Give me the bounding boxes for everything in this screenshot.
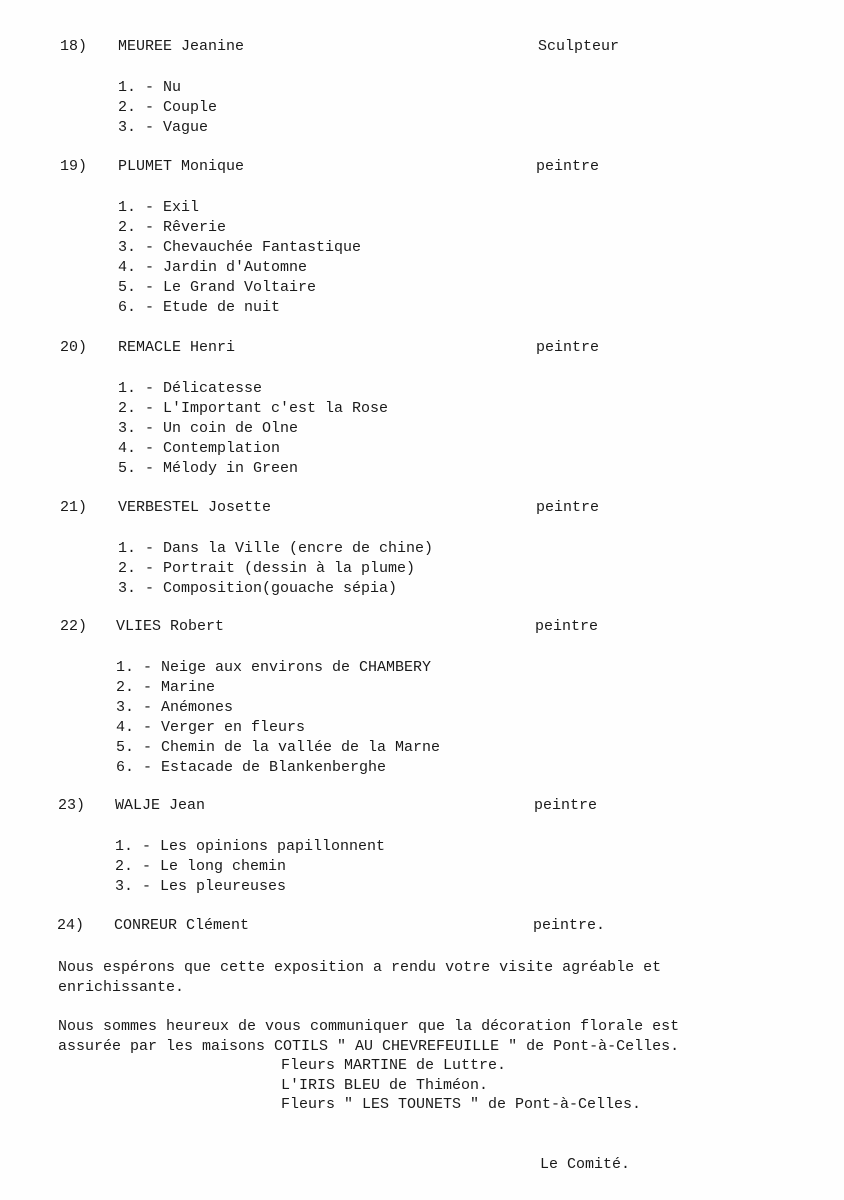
florist-item: L'IRIS BLEU de Thiméon. — [281, 1076, 489, 1094]
work-item: 2. - Rêverie — [118, 219, 227, 237]
entry-number: 20) — [60, 339, 88, 356]
artist-role: Sculpteur — [538, 38, 620, 55]
works-list — [118, 198, 361, 319]
entry-number: 18) — [60, 38, 88, 55]
work-item: 1. - Délicatesse — [118, 380, 263, 397]
artist-name: REMACLE Henri — [118, 339, 236, 356]
artist-role: peintre. — [533, 917, 606, 934]
artist-role: peintre — [535, 618, 599, 635]
work-item: 4. - Verger en fleurs — [116, 719, 306, 737]
work-item: 1. - Les opinions papillonnent — [115, 838, 386, 855]
artist-role: peintre — [536, 339, 600, 356]
work-item: 1. - Neige aux environs de CHAMBERY — [116, 659, 432, 676]
artist-name: VLIES Robert — [116, 618, 225, 635]
paragraph-line: Nous espérons que cette exposition a rendu votre visite agréable et — [58, 959, 662, 976]
entry-number: 24) — [57, 917, 85, 934]
artist-role: peintre — [534, 797, 598, 814]
work-item: 4. - Contemplation — [118, 440, 281, 458]
work-item: 4. - Jardin d'Automne — [118, 259, 308, 277]
florist-paragraph — [58, 1017, 679, 1056]
works-list — [116, 658, 440, 779]
work-item: 5. - Le Grand Voltaire — [118, 279, 317, 297]
work-item: 6. - Estacade de Blankenberghe — [116, 759, 387, 777]
work-item: 2. - L'Important c'est la Rose — [118, 400, 389, 418]
entry-number: 21) — [60, 499, 88, 516]
work-item: 1. - Nu — [118, 79, 182, 96]
works-list — [115, 837, 385, 897]
paragraph-line: assurée par les maisons COTILS " AU CHEVREFEUILLE " de Pont-à-Celles. — [58, 1037, 680, 1055]
signature: Le Comité. — [540, 1156, 631, 1173]
work-item: 6. - Etude de nuit — [118, 299, 281, 317]
artist-role: peintre — [536, 499, 600, 516]
works-list — [118, 78, 217, 138]
closing-paragraph — [58, 958, 661, 997]
work-item: 2. - Le long chemin — [115, 858, 287, 876]
work-item: 2. - Marine — [116, 679, 216, 697]
work-item: 5. - Mélody in Green — [118, 460, 299, 478]
paragraph-line: Nous sommes heureux de vous communiquer que la décoration florale est — [58, 1018, 680, 1035]
works-list — [118, 539, 433, 599]
paragraph-line: enrichissante. — [58, 978, 185, 996]
work-item: 1. - Exil — [118, 199, 200, 216]
artist-name: MEUREE Jeanine — [118, 38, 245, 55]
work-item: 2. - Portrait (dessin à la plume) — [118, 560, 416, 578]
work-item: 1. - Dans la Ville (encre de chine) — [118, 540, 434, 557]
work-item: 3. - Anémones — [116, 699, 234, 717]
works-list — [118, 379, 388, 479]
florist-list — [281, 1056, 641, 1115]
artist-name: PLUMET Monique — [118, 158, 245, 175]
artist-name: CONREUR Clément — [114, 917, 250, 934]
entry-number: 19) — [60, 158, 88, 175]
entry-number: 23) — [58, 797, 86, 814]
florist-item: Fleurs " LES TOUNETS " de Pont-à-Celles. — [281, 1096, 642, 1113]
artist-role: peintre — [536, 158, 600, 175]
work-item: 3. - Composition(gouache sépia) — [118, 580, 398, 598]
work-item: 5. - Chemin de la vallée de la Marne — [116, 739, 441, 757]
florist-item: Fleurs MARTINE de Luttre. — [281, 1057, 507, 1074]
work-item: 3. - Chevauchée Fantastique — [118, 239, 362, 257]
work-item: 3. - Les pleureuses — [115, 878, 287, 896]
artist-name: VERBESTEL Josette — [118, 499, 272, 516]
work-item: 3. - Un coin de Olne — [118, 420, 299, 438]
work-item: 2. - Couple — [118, 99, 218, 117]
entry-number: 22) — [60, 618, 88, 635]
work-item: 3. - Vague — [118, 119, 209, 137]
artist-name: WALJE Jean — [115, 797, 206, 814]
